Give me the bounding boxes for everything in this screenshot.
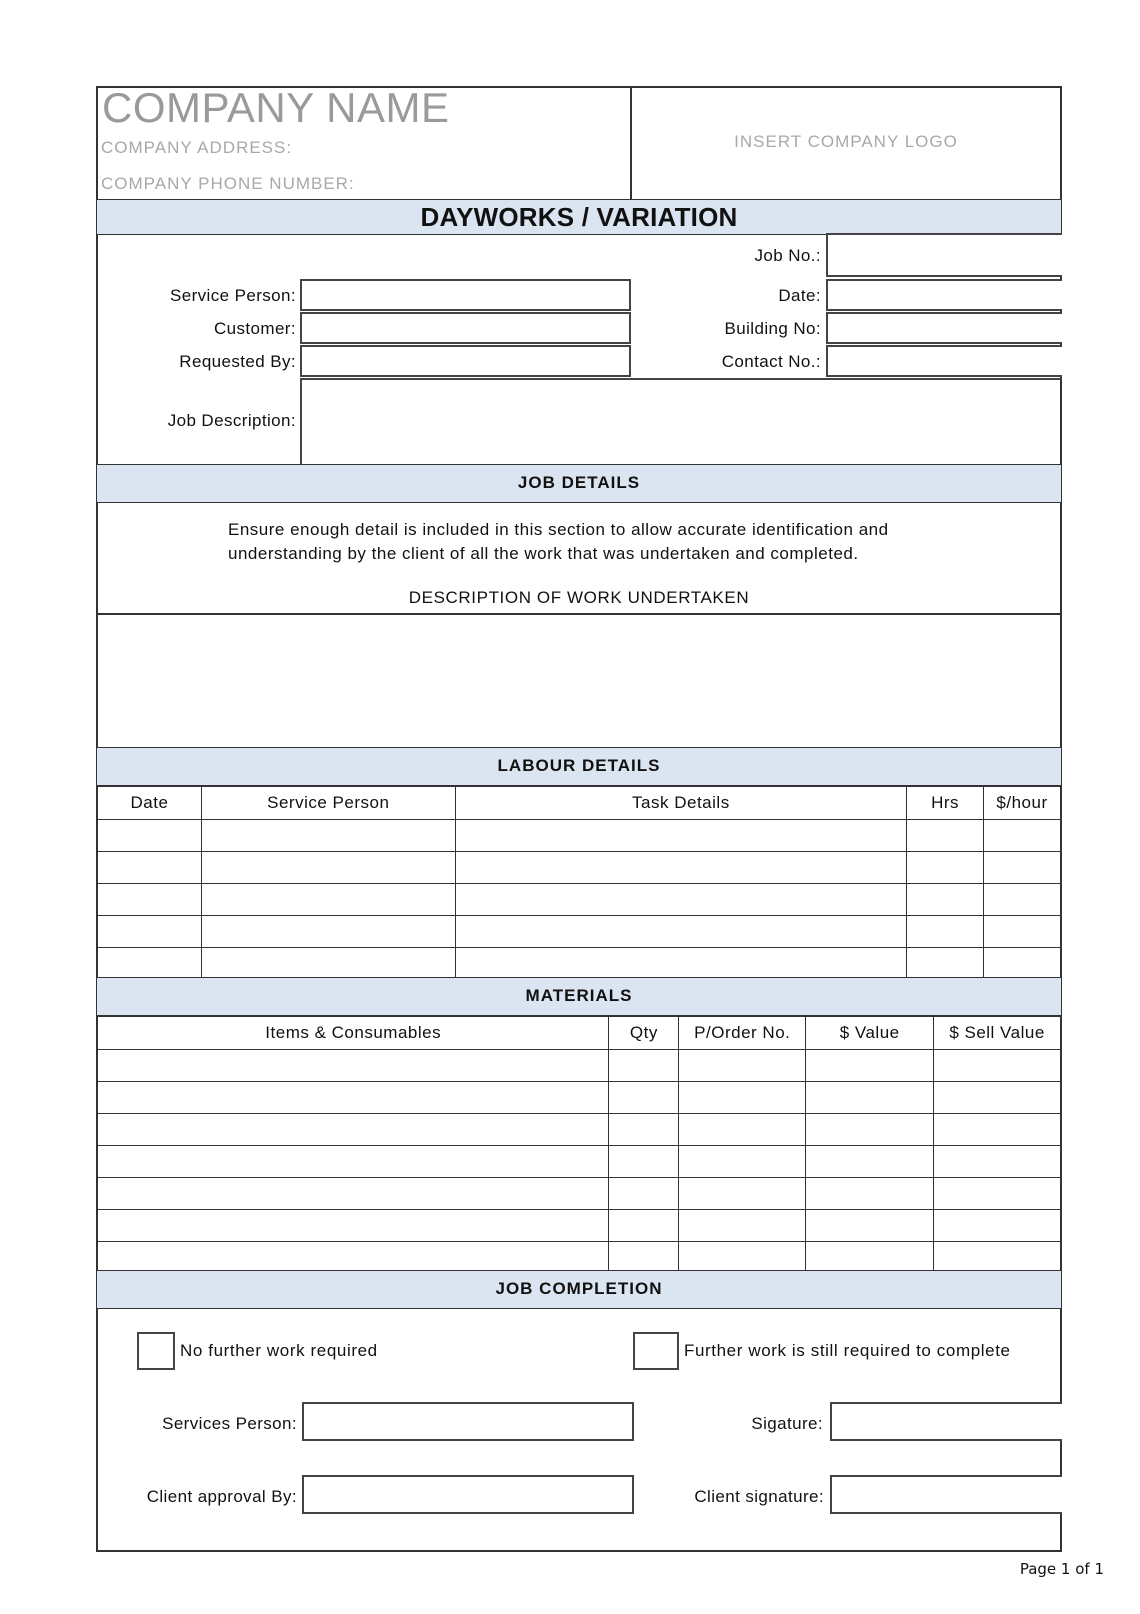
company-name: COMPANY NAME [102,84,450,131]
requested-by-field[interactable] [300,345,631,377]
date-label: Date: [778,286,821,305]
further-work-checkbox[interactable] [633,1332,679,1370]
signature-field[interactable] [830,1402,1062,1441]
materials-col-porder: P/Order No. [679,1017,806,1050]
labour-cell[interactable] [907,948,984,980]
labour-cell[interactable] [907,852,984,884]
materials-cell[interactable] [98,1242,609,1274]
materials-cell[interactable] [609,1050,679,1082]
materials-col-sell-value: $ Sell Value [934,1017,1061,1050]
signature-label: Sigature: [751,1414,823,1433]
table-row [98,1146,1061,1178]
materials-cell[interactable] [609,1082,679,1114]
table-row [98,1178,1061,1210]
building-no-label: Building No: [724,319,821,338]
company-phone: COMPANY PHONE NUMBER: [101,174,355,193]
service-person-field[interactable] [300,279,631,311]
materials-cell[interactable] [806,1242,934,1274]
table-row [98,852,1061,884]
description-heading: DESCRIPTION OF WORK UNDERTAKEN [408,588,750,607]
materials-cell[interactable] [98,1178,609,1210]
table-row [98,884,1061,916]
company-address: COMPANY ADDRESS: [101,138,293,157]
materials-col-qty: Qty [609,1017,679,1050]
materials-cell[interactable] [609,1210,679,1242]
services-person-label: Services Person: [162,1414,297,1433]
materials-cell[interactable] [934,1178,1061,1210]
labour-cell[interactable] [455,948,906,980]
table-row [98,820,1061,852]
date-field[interactable] [826,279,1062,311]
labour-cell[interactable] [455,820,906,852]
materials-cell[interactable] [679,1178,806,1210]
materials-cell[interactable] [934,1210,1061,1242]
description-area[interactable] [97,615,1061,746]
customer-field[interactable] [300,312,631,344]
labour-table [97,786,1061,980]
materials-cell[interactable] [934,1082,1061,1114]
labour-cell[interactable] [984,884,1061,916]
materials-cell[interactable] [806,1050,934,1082]
labour-cell[interactable] [455,884,906,916]
labour-cell[interactable] [201,948,455,980]
materials-col-items: Items & Consumables [98,1017,609,1050]
table-row [98,1114,1061,1146]
materials-cell[interactable] [609,1242,679,1274]
labour-col-hrs: Hrs [907,787,984,820]
client-signature-label: Client signature: [694,1487,824,1506]
materials-cell[interactable] [679,1242,806,1274]
table-row [98,948,1061,980]
labour-col-rate: $/hour [984,787,1061,820]
building-no-field[interactable] [826,312,1062,344]
table-row [98,1050,1061,1082]
labour-cell[interactable] [455,916,906,948]
table-row [98,1210,1061,1242]
service-person-label: Service Person: [170,286,296,305]
materials-cell[interactable] [98,1210,609,1242]
table-row [98,1242,1061,1274]
materials-cell[interactable] [98,1050,609,1082]
labour-cell[interactable] [984,948,1061,980]
job-details-note-line1: Ensure enough detail is included in this section to allow accurate identification and [228,520,889,539]
client-approval-field[interactable] [302,1475,634,1514]
table-row [98,1082,1061,1114]
materials-cell[interactable] [806,1210,934,1242]
requested-by-label: Requested By: [179,352,296,371]
labour-cell[interactable] [907,884,984,916]
job-completion-heading: JOB COMPLETION [97,1270,1061,1309]
materials-cell[interactable] [806,1146,934,1178]
labour-cell[interactable] [984,916,1061,948]
client-signature-field[interactable] [830,1475,1062,1514]
labour-header-row [98,787,1061,820]
materials-heading: MATERIALS [97,977,1061,1016]
labour-col-task-details: Task Details [455,787,906,820]
job-description-field[interactable] [300,378,1062,465]
no-further-work-label: No further work required [180,1341,378,1360]
labour-cell[interactable] [455,852,906,884]
labour-cell[interactable] [98,884,202,916]
services-person-field[interactable] [302,1402,634,1441]
materials-cell[interactable] [679,1146,806,1178]
labour-cell[interactable] [201,852,455,884]
form-title: DAYWORKS / VARIATION [97,199,1061,235]
materials-cell[interactable] [806,1082,934,1114]
labour-cell[interactable] [201,820,455,852]
job-no-label: Job No.: [754,246,821,265]
materials-cell[interactable] [934,1146,1061,1178]
job-details-heading: JOB DETAILS [97,464,1061,503]
labour-cell[interactable] [98,820,202,852]
labour-cell[interactable] [201,916,455,948]
labour-cell[interactable] [98,916,202,948]
job-details-note-line2: understanding by the client of all the work that was undertaken and completed. [228,544,859,563]
logo-placeholder: INSERT COMPANY LOGO [734,132,958,151]
job-no-field[interactable] [826,233,1062,277]
materials-header-row [98,1017,1061,1050]
materials-cell[interactable] [609,1146,679,1178]
materials-cell[interactable] [806,1114,934,1146]
labour-details-heading: LABOUR DETAILS [97,747,1061,786]
further-work-label: Further work is still required to complete [684,1341,1011,1360]
labour-cell[interactable] [984,852,1061,884]
materials-cell[interactable] [98,1114,609,1146]
materials-cell[interactable] [609,1178,679,1210]
materials-cell[interactable] [98,1082,609,1114]
materials-cell[interactable] [679,1114,806,1146]
labour-cell[interactable] [907,916,984,948]
table-row [98,916,1061,948]
labour-col-date: Date [98,787,202,820]
materials-cell[interactable] [679,1050,806,1082]
labour-cell[interactable] [907,820,984,852]
materials-cell[interactable] [806,1178,934,1210]
labour-col-service-person: Service Person [201,787,455,820]
materials-cell[interactable] [679,1082,806,1114]
contact-no-field[interactable] [826,345,1062,377]
labour-cell[interactable] [98,852,202,884]
materials-cell[interactable] [934,1114,1061,1146]
materials-cell[interactable] [609,1114,679,1146]
materials-cell[interactable] [98,1146,609,1178]
labour-cell[interactable] [984,820,1061,852]
contact-no-label: Contact No.: [721,352,821,371]
materials-cell[interactable] [679,1210,806,1242]
materials-cell[interactable] [934,1050,1061,1082]
customer-label: Customer: [213,319,296,338]
materials-col-value: $ Value [806,1017,934,1050]
labour-cell[interactable] [201,884,455,916]
materials-cell[interactable] [934,1242,1061,1274]
client-approval-label: Client approval By: [146,1487,297,1506]
labour-cell[interactable] [98,948,202,980]
materials-table [97,1016,1061,1274]
page-number: Page 1 of 1 [1019,1560,1104,1578]
job-description-label: Job Description: [167,411,296,430]
no-further-work-checkbox[interactable] [137,1332,175,1370]
